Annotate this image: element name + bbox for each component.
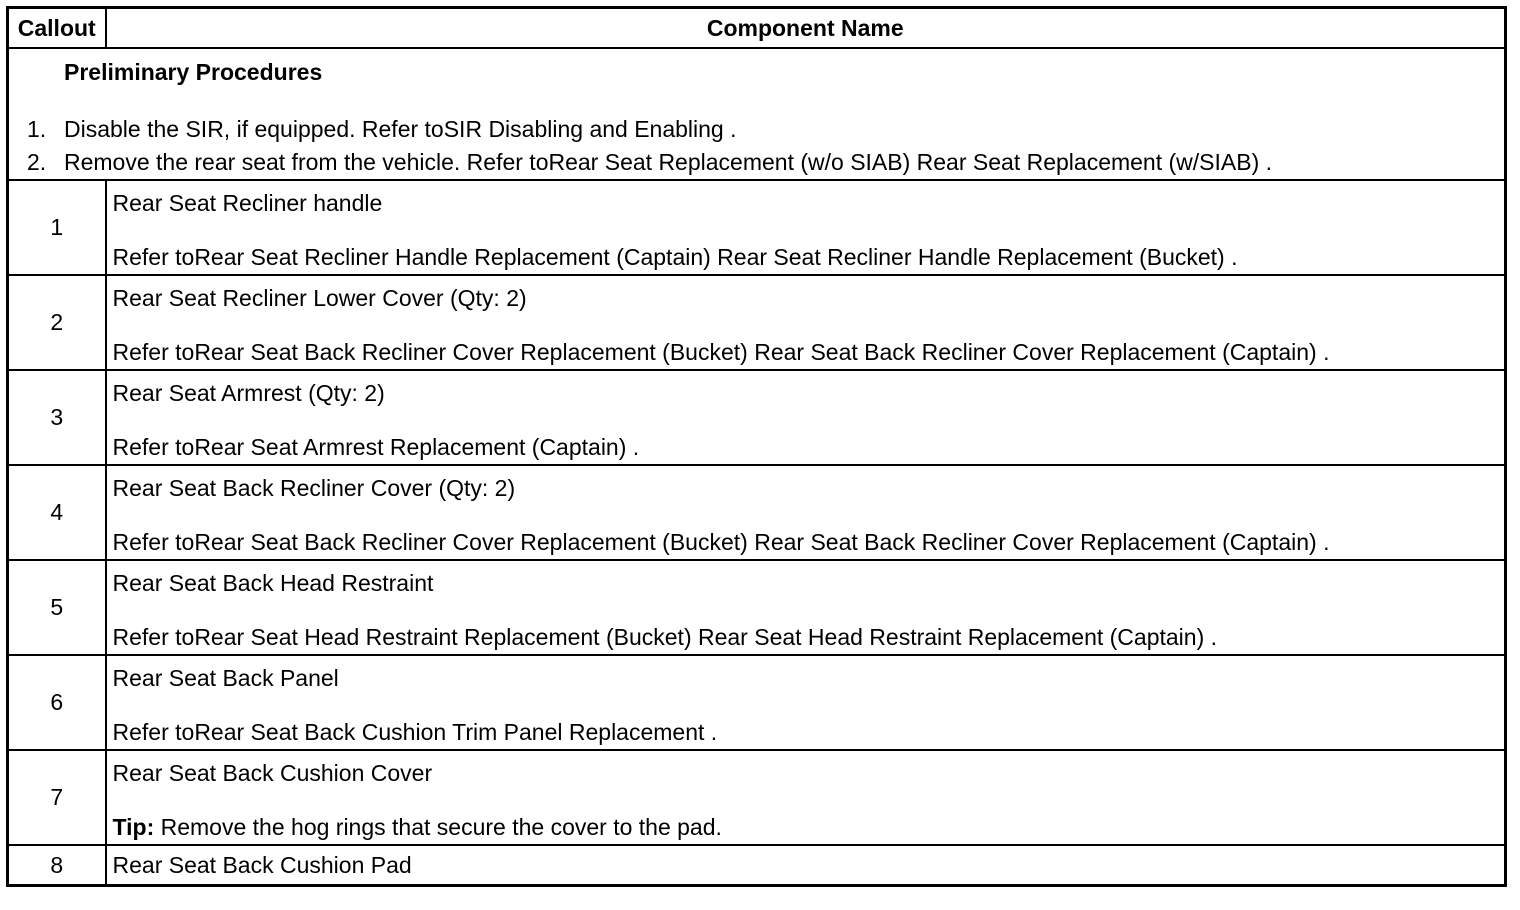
preliminary-step	[9, 113, 1504, 146]
tip-text: Remove the hog rings that secure the cover to the pad.	[154, 814, 722, 840]
callout-number: 8	[8, 845, 106, 886]
component-cell	[106, 180, 1506, 275]
component-reference: Refer toRear Seat Head Restraint Replacement (Bucket) Rear Seat Head Restraint Replacement (Captain) .	[112, 624, 1218, 650]
preliminary-cell	[8, 48, 1506, 180]
component-cell	[106, 560, 1506, 655]
step-text: Disable the SIR, if equipped. Refer toSIR Disabling and Enabling .	[64, 116, 737, 142]
tip-label: Tip:	[112, 814, 155, 840]
component-reference: Refer toRear Seat Back Cushion Trim Panel Replacement .	[112, 719, 718, 745]
component-reference: Refer toRear Seat Back Recliner Cover Replacement (Bucket) Rear Seat Back Recliner Cover Replacement (Captain) .	[112, 339, 1330, 365]
component-name: Rear Seat Back Cushion Pad	[112, 852, 412, 878]
component-reference: Refer toRear Seat Back Recliner Cover Replacement (Bucket) Rear Seat Back Recliner Cover Replacement (Captain) .	[112, 529, 1330, 555]
component-tip	[113, 814, 1505, 840]
component-name: Rear Seat Recliner Lower Cover (Qty: 2)	[112, 285, 527, 311]
table-row	[8, 370, 1506, 465]
step-number: 1.	[27, 116, 47, 142]
header-component-name: Component Name	[106, 8, 1506, 49]
component-cell	[106, 275, 1506, 370]
table-row	[8, 560, 1506, 655]
component-cell	[106, 370, 1506, 465]
component-reference: Refer toRear Seat Armrest Replacement (Captain) .	[112, 434, 640, 460]
component-name: Rear Seat Back Cushion Cover	[112, 760, 433, 786]
step-text: Remove the rear seat from the vehicle. Refer toRear Seat Replacement (w/o SIAB) Rear Seat Replacement (w/SIAB) .	[64, 149, 1273, 175]
callout-number: 2	[8, 275, 106, 370]
component-name: Rear Seat Back Head Restraint	[112, 570, 434, 596]
callout-number: 3	[8, 370, 106, 465]
preliminary-title: Preliminary Procedures	[64, 59, 323, 85]
table-row	[8, 275, 1506, 370]
table-row	[8, 750, 1506, 845]
component-cell	[106, 750, 1506, 845]
callout-number: 7	[8, 750, 106, 845]
component-reference: Refer toRear Seat Recliner Handle Replacement (Captain) Rear Seat Recliner Handle Replacement (Bucket) .	[112, 244, 1238, 270]
component-name: Rear Seat Back Recliner Cover (Qty: 2)	[112, 475, 516, 501]
callout-number: 6	[8, 655, 106, 750]
component-name: Rear Seat Recliner handle	[112, 190, 383, 216]
callout-number: 1	[8, 180, 106, 275]
table-row	[8, 845, 1506, 886]
callout-number: 5	[8, 560, 106, 655]
preliminary-row	[8, 48, 1506, 180]
table-row	[8, 465, 1506, 560]
step-number: 2.	[27, 149, 47, 175]
component-cell	[106, 655, 1506, 750]
component-cell	[106, 845, 1506, 886]
component-name: Rear Seat Back Panel	[112, 665, 339, 691]
component-cell	[106, 465, 1506, 560]
component-table	[6, 6, 1507, 887]
header-callout: Callout	[8, 8, 106, 49]
component-name: Rear Seat Armrest (Qty: 2)	[112, 380, 385, 406]
preliminary-steps	[9, 113, 1504, 179]
table-row	[8, 655, 1506, 750]
callout-number: 4	[8, 465, 106, 560]
preliminary-step	[9, 146, 1504, 179]
table-header-row	[8, 8, 1506, 49]
table-row	[8, 180, 1506, 275]
